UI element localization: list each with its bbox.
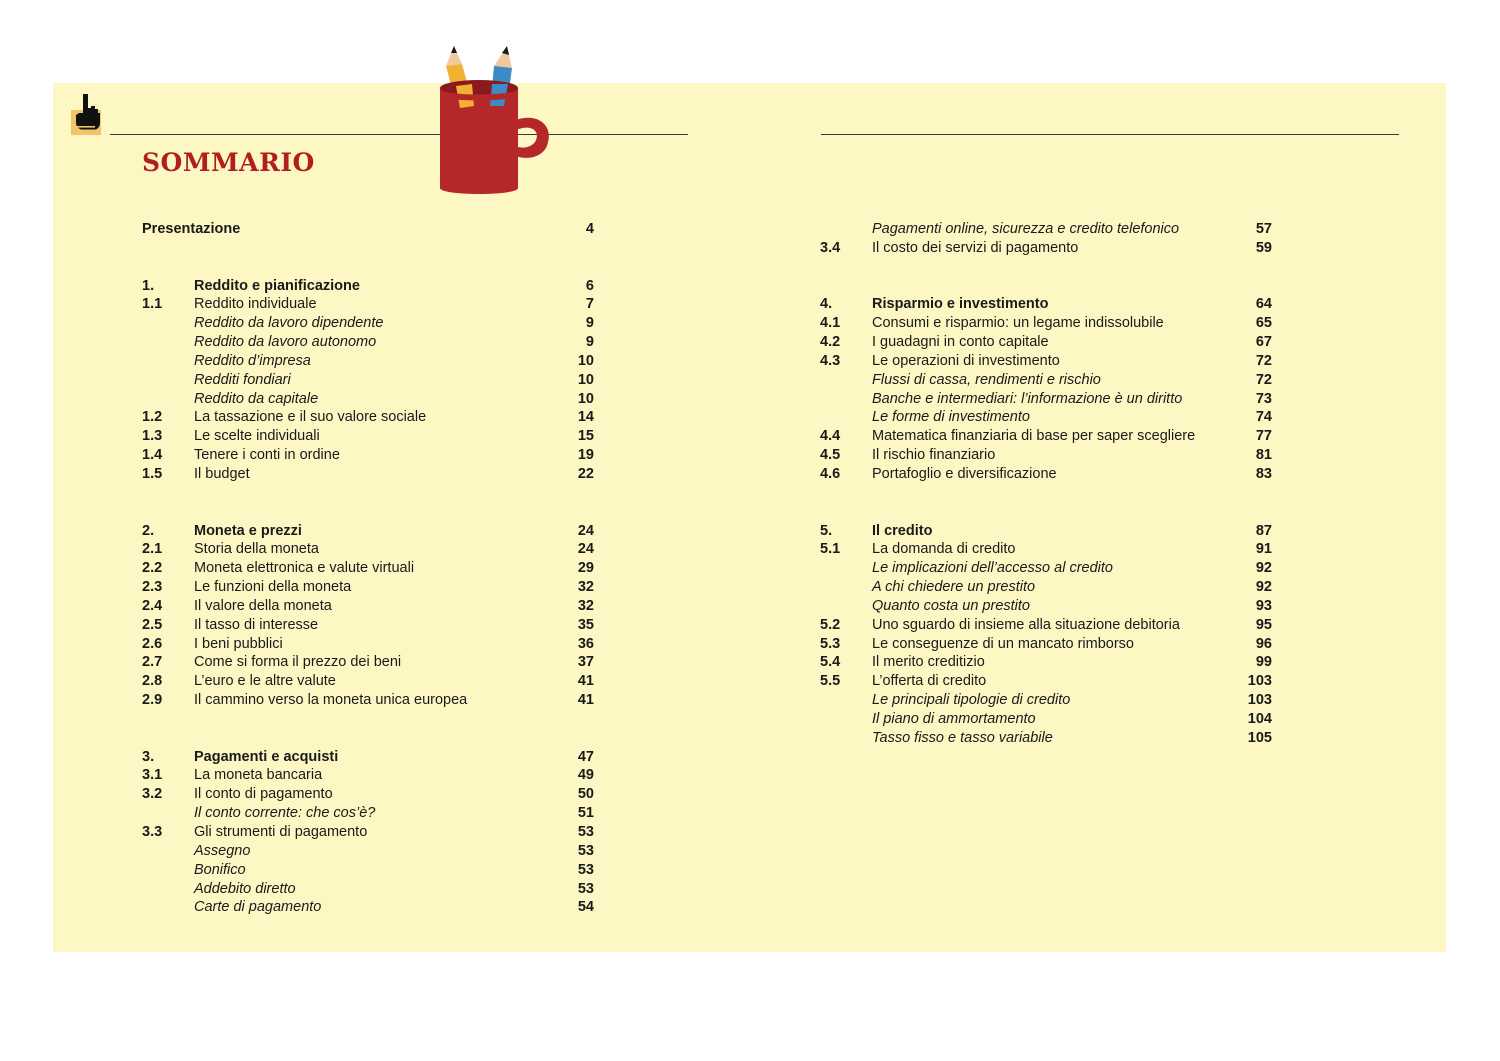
toc-section-row: [142, 578, 597, 597]
toc-page-number: 53: [577, 880, 594, 897]
toc-subsection-row: [820, 710, 1275, 729]
toc-entry-label: Gli strumenti di pagamento: [194, 824, 368, 840]
toc-section-row: [142, 691, 597, 710]
toc-page-number: 35: [577, 616, 594, 633]
toc-entry-label: Il conto corrente: che cos’è?: [194, 805, 376, 822]
toc-page-number: 51: [577, 805, 594, 822]
toc-spacer: [142, 710, 597, 729]
toc-entry-label: Il piano di ammortamento: [872, 710, 1036, 727]
toc-subsection-row: [142, 880, 597, 899]
toc-section-row: [142, 427, 597, 446]
toc-entry-number: 3.3: [142, 824, 163, 840]
toc-entry-label: Banche e intermediari: l’informazione è un diritto: [872, 390, 1183, 407]
toc-chapter-row: [820, 522, 1275, 541]
toc-section-row: [820, 446, 1275, 465]
toc-spacer: [820, 258, 1275, 277]
toc-section-row: [820, 333, 1275, 352]
toc-subsection-row: [142, 804, 597, 823]
toc-section-row: [820, 653, 1275, 672]
toc-section-row: [820, 465, 1275, 484]
toc-entry-number: 1.2: [142, 409, 163, 426]
toc-entry-label: Pagamenti online, sicurezza e credito telefonico: [872, 221, 1180, 237]
toc-entry-label: Consumi e risparmio: un legame indissolubile: [872, 315, 1164, 332]
toc-page-number: 10: [577, 371, 594, 388]
toc-entry-label: La tassazione e il suo valore sociale: [194, 409, 427, 426]
toc-spacer: [820, 277, 1275, 296]
toc-page-number: 10: [577, 390, 594, 407]
toc-page-number: 92: [1255, 560, 1272, 577]
toc-subsection-row: [142, 333, 597, 352]
toc-entry-number: 4.4: [820, 428, 841, 445]
toc-entry-number: 5.1: [820, 541, 841, 558]
toc-spacer: [142, 729, 597, 748]
toc-entry-label: Il budget: [194, 465, 250, 482]
toc-page-number: 24: [577, 522, 594, 539]
toc-page-number: 47: [577, 748, 594, 765]
toc-entry-number: 2.6: [142, 635, 163, 652]
toc-page-number: 41: [577, 692, 594, 709]
toc-section-row: [820, 314, 1275, 333]
toc-section-row: [820, 540, 1275, 559]
toc-section-row: [142, 672, 597, 691]
toc-entry-label: Le operazioni di investimento: [872, 352, 1060, 369]
toc-spacer: [142, 484, 597, 503]
toc-page-number: 83: [1255, 465, 1272, 482]
toc-page-number: 22: [577, 465, 594, 482]
toc-entry-number: 1.5: [142, 465, 163, 482]
toc-page-number: 104: [1247, 710, 1272, 727]
toc-page-number: 53: [577, 861, 594, 878]
toc-page-number: 32: [577, 597, 594, 614]
toc-section-row: [142, 785, 597, 804]
toc-entry-label: Le implicazioni dell’accesso al credito: [872, 560, 1113, 577]
toc-page-number: 54: [577, 899, 594, 916]
pencil-mug-illustration: [432, 44, 554, 198]
toc-entry-number: 2.5: [142, 616, 163, 633]
toc-page-number: 92: [1255, 579, 1272, 596]
toc-subsection-row: [820, 729, 1275, 748]
toc-entry-label: Pagamenti e acquisti: [194, 748, 339, 765]
toc-entry-number: 5.: [820, 522, 833, 539]
toc-entry-label: Il costo dei servizi di pagamento: [872, 239, 1079, 256]
toc-entry-label: La domanda di credito: [872, 541, 1016, 558]
toc-entry-label: Tasso fisso e tasso variabile: [872, 729, 1053, 746]
toc-page-number: 15: [577, 428, 594, 445]
toc-entry-label: I beni pubblici: [194, 635, 283, 652]
toc-subsection-row: [142, 861, 597, 880]
toc-entry-label: Il merito creditizio: [872, 654, 985, 671]
toc-section-row: [142, 446, 597, 465]
toc-section-row: [820, 239, 1275, 258]
header-rule-left: [110, 134, 688, 135]
toc-subsection-row: [142, 898, 597, 917]
toc-entry-label: A chi chiedere un prestito: [872, 579, 1036, 596]
toc-subsection-row: [820, 220, 1275, 239]
toc-page-number: 103: [1247, 673, 1272, 690]
toc-entry-number: 2.4: [142, 597, 163, 614]
toc-entry-number: 2.: [142, 522, 155, 539]
toc-page-number: 81: [1255, 447, 1272, 464]
toc-subsection-row: [820, 691, 1275, 710]
toc-page-number: 50: [577, 786, 594, 803]
toc-subsection-row: [820, 559, 1275, 578]
toc-entry-label: Moneta e prezzi: [194, 522, 302, 539]
toc-entry-label: Flussi di cassa, rendimenti e rischio: [872, 371, 1101, 388]
toc-page-number: 96: [1255, 635, 1272, 652]
toc-section-row: [142, 295, 597, 314]
toc-entry-number: 4.6: [820, 465, 841, 482]
toc-entry-label: L’euro e le altre valute: [194, 673, 336, 690]
toc-entry-number: 1.: [142, 277, 155, 294]
toc-page-number: 57: [1255, 221, 1272, 237]
pointing-hand-icon: [70, 92, 102, 136]
toc-entry-label: Le scelte individuali: [194, 428, 320, 445]
toc-page-number: 10: [577, 352, 594, 369]
toc-spacer: [142, 258, 597, 277]
toc-page-number: 9: [585, 315, 594, 332]
toc-entry-label: Matematica finanziaria di base per saper scegliere: [872, 428, 1196, 445]
toc-entry-number: 2.8: [142, 673, 163, 690]
toc-entry-number: 4.2: [820, 334, 841, 351]
toc-subsection-row: [142, 390, 597, 409]
toc-page-number: 93: [1255, 597, 1272, 614]
toc-entry-label: Portafoglio e diversificazione: [872, 465, 1057, 482]
toc-section-row: [820, 427, 1275, 446]
toc-page-number: 6: [585, 277, 594, 294]
toc-subsection-row: [820, 408, 1275, 427]
toc-subsection-row: [142, 842, 597, 861]
toc-subsection-row: [820, 578, 1275, 597]
toc-entry-number: 5.3: [820, 635, 841, 652]
toc-section-row: [142, 597, 597, 616]
toc-column-right: [820, 220, 1275, 748]
toc-spacer: [142, 239, 597, 258]
toc-page-number: 24: [577, 541, 594, 558]
toc-entry-label: Uno sguardo di insieme alla situazione debitoria: [872, 616, 1180, 633]
toc-page-number: 7: [585, 296, 594, 313]
toc-section-row: [142, 616, 597, 635]
toc-section-row: [820, 352, 1275, 371]
toc-entry-label: Carte di pagamento: [194, 899, 322, 916]
toc-entry-number: 2.7: [142, 654, 163, 671]
toc-entry-label: Le principali tipologie di credito: [872, 692, 1071, 709]
toc-entry-label: Le conseguenze di un mancato rimborso: [872, 635, 1134, 652]
toc-entry-number: 2.3: [142, 579, 163, 596]
toc-chapter-row: [142, 277, 597, 296]
toc-subsection-row: [820, 390, 1275, 409]
toc-entry-label: Il valore della moneta: [194, 597, 332, 614]
toc-spacer: [820, 503, 1275, 522]
toc-subsection-row: [142, 352, 597, 371]
toc-page-number: 103: [1247, 692, 1272, 709]
toc-entry-number: 2.9: [142, 692, 163, 709]
toc-entry-label: Risparmio e investimento: [872, 296, 1049, 313]
toc-page-number: 72: [1255, 352, 1272, 369]
toc-entry-label: L’offerta di credito: [872, 673, 987, 690]
toc-section-row: [142, 635, 597, 654]
toc-entry-label: Il rischio finanziario: [872, 447, 996, 464]
toc-page-number: 74: [1255, 409, 1272, 426]
toc-page-number: 73: [1255, 390, 1272, 407]
toc-chapter-row: [142, 748, 597, 767]
toc-chapter-row: [142, 220, 597, 239]
toc-entry-number: 4.3: [820, 352, 841, 369]
toc-section-row: [820, 672, 1275, 691]
header-rule-right: [821, 134, 1399, 135]
toc-entry-number: 3.2: [142, 786, 163, 803]
toc-entry-number: 1.4: [142, 447, 163, 464]
toc-entry-label: La moneta bancaria: [194, 767, 323, 784]
toc-spacer: [142, 503, 597, 522]
toc-page-number: 41: [577, 673, 594, 690]
toc-entry-label: Il credito: [872, 522, 933, 539]
toc-section-row: [820, 635, 1275, 654]
toc-entry-label: Moneta elettronica e valute virtuali: [194, 560, 415, 577]
toc-entry-number: 1.3: [142, 428, 163, 445]
toc-column-left: [142, 220, 597, 917]
toc-section-row: [142, 408, 597, 427]
toc-page-number: 91: [1255, 541, 1272, 558]
toc-section-row: [142, 540, 597, 559]
toc-chapter-row: [820, 295, 1275, 314]
toc-page-number: 67: [1255, 334, 1272, 351]
toc-subsection-row: [820, 597, 1275, 616]
toc-entry-label: Assegno: [194, 842, 251, 859]
toc-entry-label: Redditi fondiari: [194, 371, 291, 388]
toc-entry-label: Presentazione: [142, 221, 241, 237]
toc-page-number: 32: [577, 579, 594, 596]
toc-page-number: 95: [1255, 616, 1272, 633]
toc-section-row: [142, 559, 597, 578]
toc-page-number: 9: [585, 334, 594, 351]
toc-entry-label: Come si forma il prezzo dei beni: [194, 654, 402, 671]
toc-section-row: [142, 465, 597, 484]
toc-entry-label: Addebito diretto: [194, 880, 296, 897]
toc-entry-label: Reddito da capitale: [194, 390, 319, 407]
toc-spacer: [820, 484, 1275, 503]
toc-entry-number: 5.2: [820, 616, 841, 633]
toc-entry-number: 2.1: [142, 541, 163, 558]
toc-entry-label: Il tasso di interesse: [194, 616, 319, 633]
toc-page-number: 36: [577, 635, 594, 652]
toc-entry-number: 2.2: [142, 560, 163, 577]
toc-entry-label: Storia della moneta: [194, 541, 319, 558]
toc-page-number: 14: [577, 409, 594, 426]
toc-page-number: 59: [1255, 239, 1272, 256]
toc-entry-label: Le funzioni della moneta: [194, 579, 352, 596]
toc-page-number: 37: [577, 654, 594, 671]
toc-subsection-row: [820, 371, 1275, 390]
toc-entry-number: 1.1: [142, 296, 163, 313]
toc-page-number: 64: [1255, 296, 1272, 313]
toc-entry-number: 3.1: [142, 767, 163, 784]
toc-entry-number: 5.4: [820, 654, 841, 671]
toc-page-number: 65: [1255, 315, 1272, 332]
toc-entry-number: 4.: [820, 296, 833, 313]
toc-section-row: [142, 653, 597, 672]
toc-entry-label: Reddito da lavoro dipendente: [194, 315, 384, 332]
toc-page-number: 4: [585, 221, 594, 237]
toc-entry-number: 4.1: [820, 315, 841, 332]
toc-entry-label: Il conto di pagamento: [194, 786, 333, 803]
toc-entry-label: Il cammino verso la moneta unica europea: [194, 692, 468, 709]
toc-section-row: [142, 823, 597, 842]
page-title: SOMMARIO: [142, 148, 315, 177]
toc-section-row: [142, 766, 597, 785]
toc-page-number: 53: [577, 824, 594, 840]
toc-entry-label: Tenere i conti in ordine: [194, 447, 340, 464]
toc-chapter-row: [142, 522, 597, 541]
toc-entry-label: Reddito d’impresa: [194, 352, 311, 369]
toc-page-number: 53: [577, 842, 594, 859]
toc-entry-number: 3.: [142, 748, 155, 765]
toc-entry-number: 4.5: [820, 447, 841, 464]
toc-entry-label: Reddito da lavoro autonomo: [194, 334, 377, 351]
toc-page-number: 77: [1255, 428, 1272, 445]
toc-entry-number: 3.4: [820, 239, 841, 256]
toc-entry-label: I guadagni in conto capitale: [872, 334, 1049, 351]
toc-subsection-row: [142, 314, 597, 333]
toc-entry-label: Reddito individuale: [194, 296, 317, 313]
toc-entry-label: Reddito e pianificazione: [194, 277, 360, 294]
toc-page-number: 29: [577, 560, 594, 577]
toc-page-number: 105: [1247, 729, 1272, 746]
toc-entry-label: Le forme di investimento: [872, 409, 1030, 426]
toc-page-number: 49: [577, 767, 594, 784]
toc-section-row: [820, 616, 1275, 635]
toc-entry-number: 5.5: [820, 673, 841, 690]
toc-subsection-row: [142, 371, 597, 390]
toc-page-number: 19: [577, 447, 594, 464]
toc-page-number: 87: [1255, 522, 1272, 539]
toc-page-number: 99: [1255, 654, 1272, 671]
toc-entry-label: Bonifico: [194, 861, 246, 878]
toc-page-number: 72: [1255, 371, 1272, 388]
toc-entry-label: Quanto costa un prestito: [872, 597, 1030, 614]
